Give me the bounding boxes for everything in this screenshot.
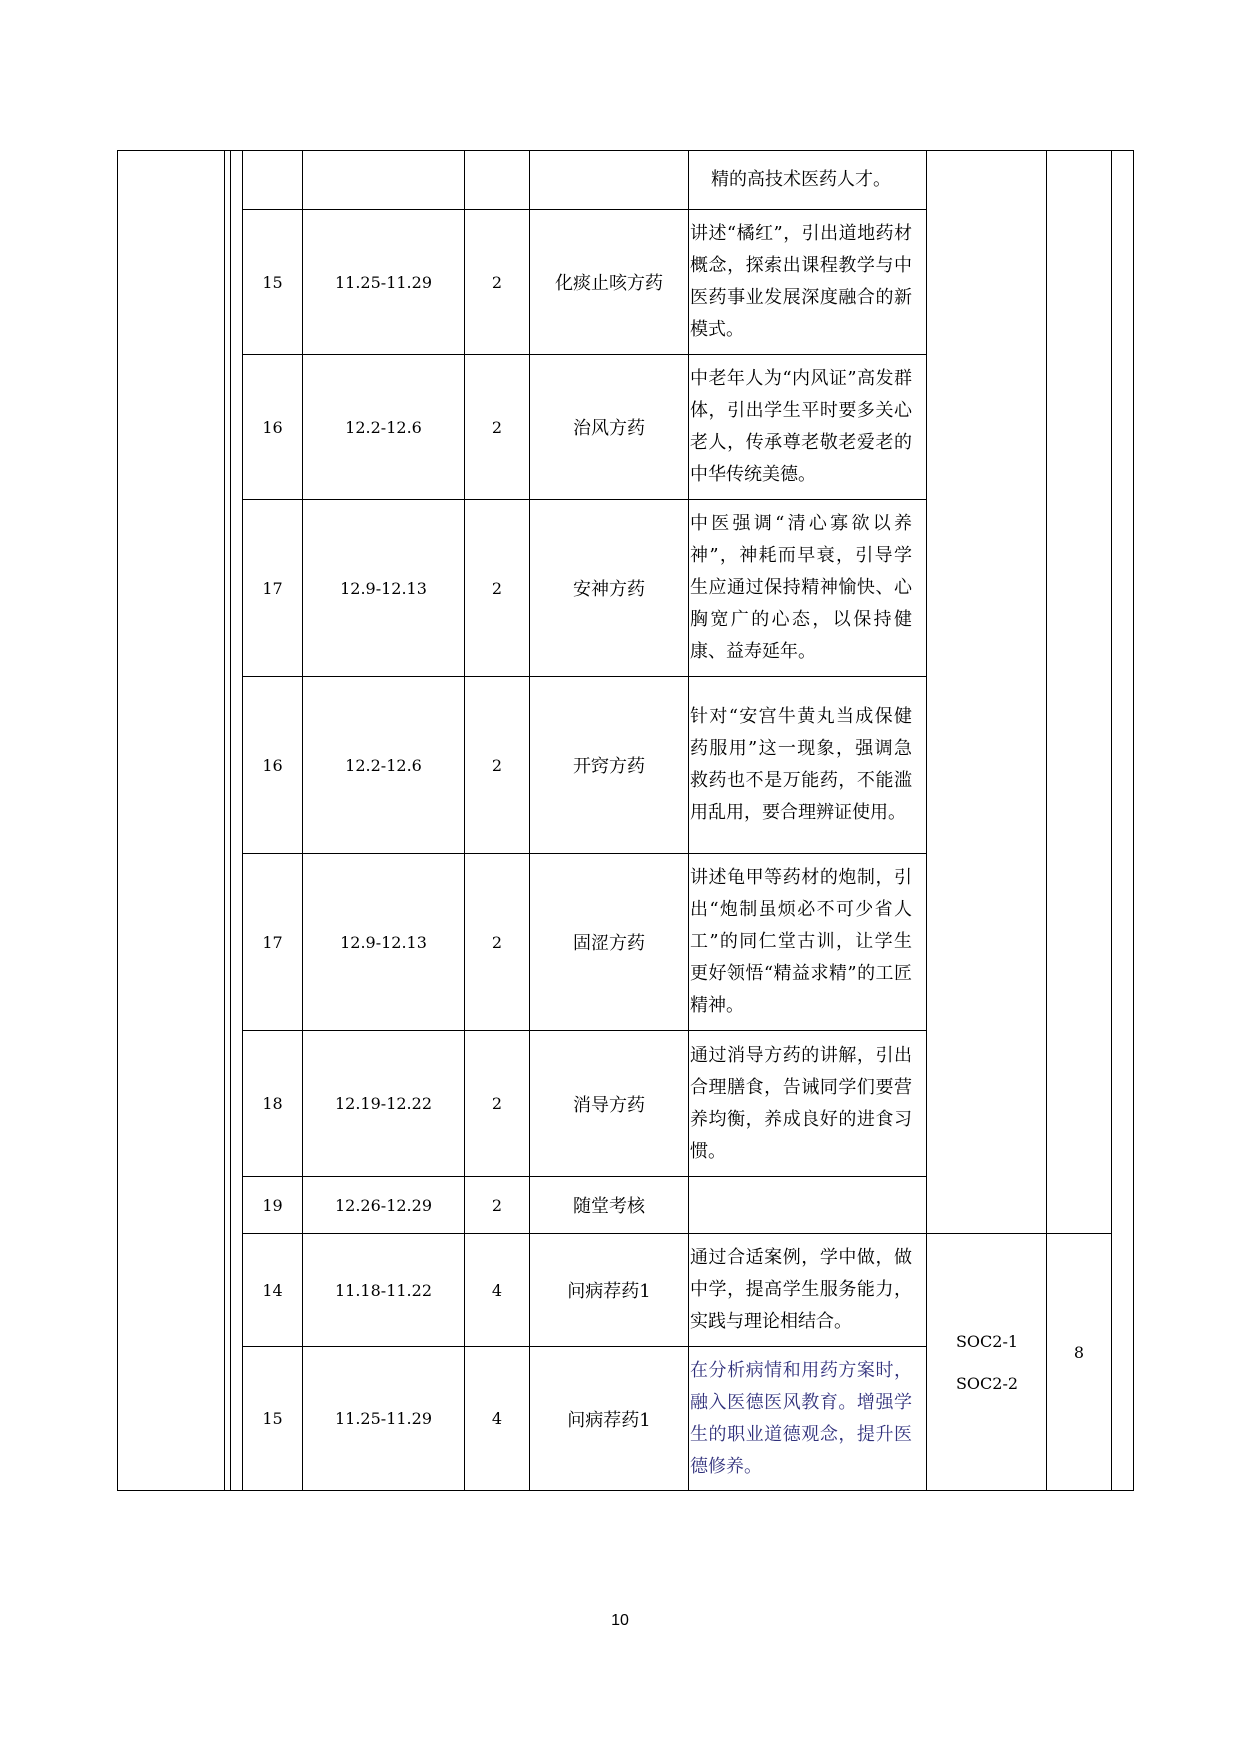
row-1-date: 11.25-11.29 — [334, 272, 432, 292]
row-9-num: 15 — [262, 1409, 283, 1428]
row-8-date: 11.18-11.22 — [334, 1280, 432, 1300]
row-5-hours: 2 — [491, 932, 503, 952]
row-5-date: 12.9-12.13 — [340, 932, 427, 952]
row-7-topic: 随堂考核 — [573, 1196, 645, 1217]
group2-soc-2: SOC2-2 — [955, 1374, 1019, 1393]
row-3-desc: 中医强调“清心寡欲以养神”，神耗而早衰，引导学生应通过保持精神愉快、心胸宽广的心态，以保持健康、益寿延年。 — [690, 513, 912, 662]
group2-soc-1: SOC2-1 — [955, 1332, 1019, 1351]
row-6-hours: 2 — [491, 1094, 503, 1113]
row-3-topic: 安神方药 — [573, 579, 645, 600]
row-1-hours: 2 — [491, 272, 503, 292]
row-6-desc: 通过消导方药的讲解，引出合理膳食，告诫同学们要营养均衡，养成良好的进食习惯。 — [690, 1044, 912, 1162]
row-5-topic: 固涩方药 — [573, 933, 645, 954]
row-3-num: 17 — [262, 578, 283, 598]
table-divider-v7 — [688, 150, 689, 1491]
row-8-desc: 通过合适案例，学中做，做中学，提高学生服务能力，实践与理论相结合。 — [690, 1247, 912, 1332]
row-6-topic: 消导方药 — [573, 1094, 645, 1116]
row-4-topic: 开窍方药 — [573, 756, 645, 777]
row-9-hours: 4 — [491, 1409, 503, 1428]
row-3-date: 12.9-12.13 — [340, 578, 427, 598]
table-divider-v1 — [224, 150, 225, 1491]
row-2-date: 12.2-12.6 — [345, 417, 422, 437]
row-2-topic: 治风方药 — [573, 418, 645, 439]
row-8-num: 14 — [262, 1280, 283, 1300]
row-4-date: 12.2-12.6 — [345, 755, 422, 775]
row-2-desc: 中老年人为“内风证”高发群体，引出学生平时要多关心老人，传承尊老敬老爱老的中华传统美德。 — [690, 368, 912, 485]
row-3-hours: 2 — [491, 578, 503, 598]
row-4-hours: 2 — [491, 755, 503, 775]
table-border-right — [1133, 150, 1134, 1491]
table-border-bottom — [117, 1490, 1134, 1491]
row-7-hours: 2 — [491, 1195, 503, 1215]
row-1-num: 15 — [262, 272, 283, 292]
row-0-desc: 精的高技术医药人才。 — [711, 169, 891, 190]
row-5-desc: 讲述龟甲等药材的炮制，引出“炮制虽烦必不可少省人工”的同仁堂古训，让学生更好领悟“精益求精”的工匠精神。 — [690, 867, 912, 1016]
row-9-desc: 在分析病情和用药方案时，融入医德医风教育。增强学生的职业道德观念，提升医德修养。 — [690, 1359, 912, 1477]
row-8-topic: 问病荐药1 — [567, 1281, 651, 1302]
row-1-topic: 化痰止咳方药 — [555, 273, 663, 294]
row-4-num: 16 — [262, 755, 283, 775]
table-border-left — [117, 150, 118, 1491]
group2-hours-total: 8 — [1073, 1342, 1085, 1362]
table-divider-v8 — [926, 150, 927, 1491]
table-border-top — [117, 150, 1134, 151]
row-4-desc: 针对“安宫牛黄丸当成保健药服用”这一现象，强调急救药也不是万能药，不能滥用乱用，要合理辨证使用。 — [690, 706, 912, 823]
row-5-num: 17 — [262, 932, 283, 952]
row-9-topic: 问病荐药1 — [567, 1409, 651, 1431]
table-divider-v2 — [230, 150, 231, 1491]
row-6-num: 18 — [262, 1094, 283, 1113]
row-2-hours: 2 — [491, 417, 503, 437]
row-6-date: 12.19-12.22 — [334, 1094, 432, 1113]
table-divider-v10 — [1111, 150, 1112, 1491]
row-2-num: 16 — [262, 417, 283, 437]
row-8-hours: 4 — [491, 1280, 503, 1300]
page-number: 10 — [611, 1612, 629, 1629]
row-7-date: 12.26-12.29 — [334, 1195, 432, 1215]
row-9-date: 11.25-11.29 — [334, 1409, 432, 1428]
row-7-num: 19 — [262, 1195, 283, 1215]
row-1-desc: 讲述“橘红”，引出道地药材概念，探索出课程教学与中医药事业发展深度融合的新模式。 — [690, 223, 912, 340]
